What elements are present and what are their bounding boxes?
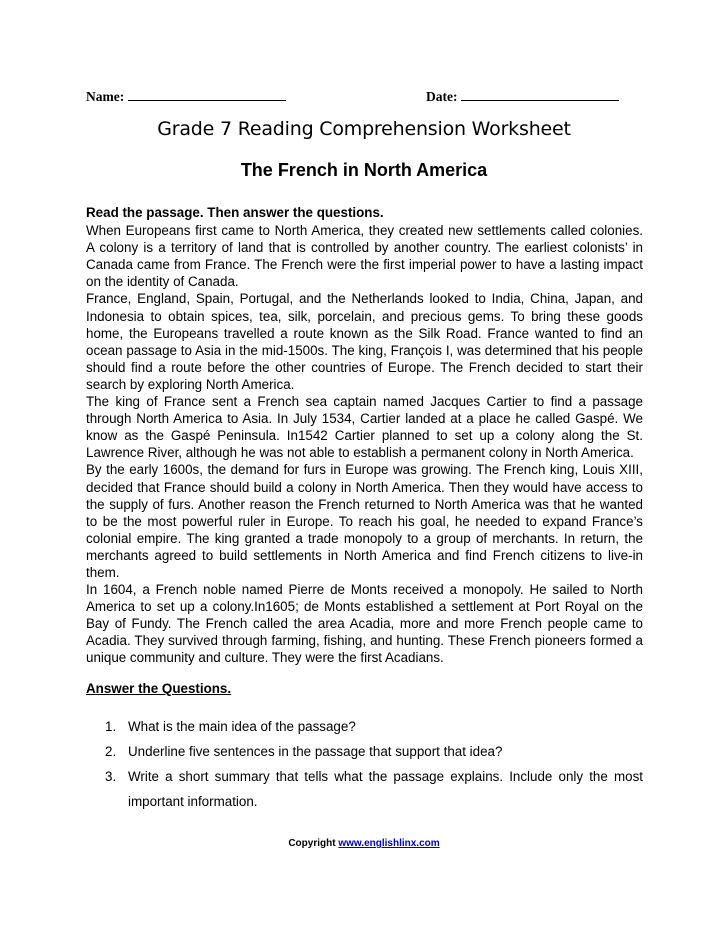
- question-item: [86, 714, 643, 739]
- name-field: [86, 88, 286, 105]
- date-blank-line[interactable]: [461, 88, 619, 101]
- instruction-text: Read the passage. Then answer the questions.: [86, 205, 384, 220]
- passage-paragraph: When Europeans first came to North America, they created new settlements called colonies. A colony is a territory of land that is controlled by another country. The earliest colonists’ in Canada came from France. The French were the first imperial power to have a lasting impact on the identity of Canada.: [86, 223, 643, 290]
- questions-list: [86, 714, 643, 814]
- passage-paragraph: By the early 1600s, the demand for furs in Europe was growing. The French king, Louis XIII, decided that France should build a colony in North America. Then they would have access to the supply of furs. Another reason the French returned to North America was that he wanted to be the most powerful ruler in Europe. To reach his goal, he needed to expand France’s colonial empire. The king granted a trade monopoly to a group of merchants. In return, the merchants agreed to build settlements in North America and find French citizens to live-in them.: [86, 462, 643, 580]
- question-number: 3.: [105, 769, 117, 784]
- copyright-link[interactable]: www.englishlinx.com: [338, 838, 440, 849]
- question-item: [86, 764, 643, 814]
- question-number: 1.: [105, 719, 117, 734]
- passage-paragraph: The king of France sent a French sea captain named Jacques Cartier to find a passage through North America to Asia. In July 1534, Cartier landed at a place he called Gaspé. We know as the Gaspé Peninsula. In1542 Cartier planned to set up a colony along the St. Lawrence River, although he was not able to establish a permanent colony in North America.: [86, 394, 643, 461]
- question-text: Write a short summary that tells what the passage explains. Include only the most important information.: [128, 769, 643, 809]
- question-text: Underline five sentences in the passage that support that idea?: [128, 744, 503, 759]
- worksheet-title: Grade 7 Reading Comprehension Worksheet: [157, 118, 571, 140]
- header-row: [86, 88, 646, 108]
- copyright-footer: [0, 838, 728, 849]
- reading-passage: [86, 204, 643, 667]
- question-number: 2.: [105, 744, 117, 759]
- name-label: Name:: [86, 89, 125, 104]
- date-label: Date:: [426, 89, 458, 104]
- date-field: [426, 88, 619, 105]
- name-blank-line[interactable]: [128, 88, 286, 101]
- questions-heading: Answer the Questions.: [86, 681, 232, 696]
- question-text: What is the main idea of the passage?: [128, 719, 356, 734]
- question-item: [86, 739, 643, 764]
- passage-paragraph: France, England, Spain, Portugal, and the Netherlands looked to India, China, Japan, and Indonesia to obtain spices, tea, silk, porcelain, and precious gems. To bring these goods home, the Europeans travelled a route known as the Silk Road. France wanted to find an ocean passage to Asia in the mid-1500s. The king, François I, was determined that his people should find a route before the other countries of Europe. The French decided to start their search by exploring North America.: [86, 291, 643, 392]
- passage-title: The French in North America: [240, 160, 488, 180]
- passage-paragraph: In 1604, a French noble named Pierre de Monts received a monopoly. He sailed to North America to set up a colony.In1605; de Monts established a settlement at Port Royal on the Bay of Fundy. The French called the area Acadia, more and more French people came to Acadia. They survived through farming, fishing, and hunting. These French pioneers formed a unique community and culture. They were the first Acadians.: [86, 582, 643, 666]
- copyright-label: Copyright: [288, 838, 336, 849]
